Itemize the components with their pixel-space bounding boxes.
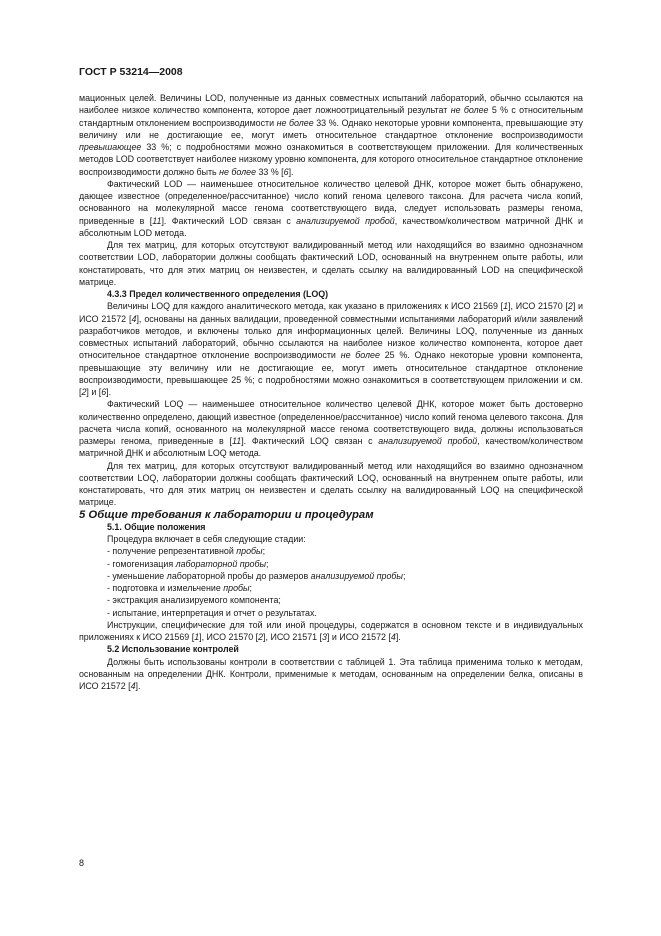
list-item: - испытание, интерпретация и отчет о результатах. <box>107 607 317 618</box>
list-item: - подготовка и измельчение пробы; <box>107 583 252 593</box>
paragraph-lod-matrices: Для тех матриц, для которых отсутствуют валидированный метод или находящийся во взаимно однозначном соответствии LOD, лаборатории должны сообщать фактический LOD, основанный на внутреннем опыте работы, или констатировать, что для этих матриц он неизвестен, и сделать ссылку на валидированный LOD на специфической матрице. <box>79 240 583 287</box>
paragraph-actual-lod: Фактический LOD — наименьшее относительное количество целевой ДНК, которое может быть обнаружено, дающее известное (определенное/рассчитанное) число копий генома целевого таксона. Для расчета числа копий, основанного на молекулярной массе генома соответствующего вида, следует использовать размеры генома, приведенные в [11]. Фактический LOD связан с анализируемой пробой, качеством/количеством матричной ДНК и абсолютным LOD метода. <box>79 178 583 238</box>
section-heading-5-1: 5.1. Общие положения <box>107 521 206 532</box>
paragraph-lod-continued: мационных целей. Величины LOD, полученные из данных совместных испытаний лабораторий, обычно ссылаются на наиболее низкое количество компонента, которое дает ложноотрицательный результат не более 5 % с относительным стандартным отклонением воспроизводимости не более 33 %. Однако некоторые уровни компонента, превышающие эту величину или не достигающие ее, могут иметь относительное стандартное отклонение воспроизводимости превышающее 33 %; с подробностями можно ознакомиться в соответствующем приложении. Для количественных методов LOD соответствует наиболее низкому уровню компонента, для которого относительное стандартное отклонение воспроизводимости должно быть не более 33 % [6]. <box>79 93 583 177</box>
body-content <box>79 92 583 692</box>
section-heading-5: 5 Общие требования к лаборатории и процедурам <box>79 508 374 521</box>
paragraph-procedure-intro: Процедура включает в себя следующие стадии: <box>107 534 306 544</box>
list-item: - экстракция анализируемого компонента; <box>107 595 281 606</box>
paragraph-loq-matrices: Для тех матриц, для которых отсутствуют валидированный метод или находящийся во взаимно однозначном соответствии LOQ, лаборатории должны сообщать фактический LOQ, основанный на внутреннем опыте работы, или констатировать, что для этих матриц он неизвестен и сделать ссылку на валидированный LOQ на специфической матрице. <box>79 460 583 508</box>
list-item: - гомогенизация лабораторной пробы; <box>107 558 269 569</box>
paragraph-instructions: Инструкции, специфические для той или иной процедуры, содержатся в основном тексте и в индивидуальных приложениях к ИСО 21569 [1], ИСО 21570 [2], ИСО 21571 [3] и ИСО 21572 [4]. <box>79 619 583 642</box>
section-heading-4-3-3: 4.3.3 Предел количественного определения (LOQ) <box>107 289 329 299</box>
paragraph-actual-loq: Фактический LOQ — наименьшее относительное количество целевой ДНК, которое может быть достоверно количественно определено, дающий известное (определенное/рассчитанное) число копий генома целевого таксона. Для расчета числа копий, основанного на молекулярной массе генома соответствующего вида, должны использоваться размеры генома, приведенные в [11]. Фактический LOQ связан с анализируемой пробой, качеством/количеством матричной ДНК и абсолютным LOQ метода. <box>79 399 583 459</box>
paragraph-loq-values: Величины LOQ для каждого аналитического метода, как указано в приложениях к ИСО 21569 [1], ИСО 21570 [2] и ИСО 21572 [4], основаны на данных валидации, проведенной совместными испытаниями лабораторий и/или заявлений разработчиков методов, и включены только для информационных целей. Величины LOQ, полученные из данных совместных испытаний лабораторий, обычно ссылаются на наиболее низкое количество компонента, которое дает относительное стандартное отклонение воспроизводимости не более 25 %. Однако некоторые уровни компонента, превышающие эту величину или не достигающие ее, могут иметь относительное стандартное отклонение воспроизводимости, превышающее 25 %; с подробностями можно ознакомиться в соответствующем приложении и см. [2] и [6]. <box>79 301 584 397</box>
document-header: ГОСТ Р 53214—2008 <box>79 66 183 78</box>
procedure-steps-list <box>79 545 583 619</box>
section-heading-5-2: 5.2 Использование контролей <box>107 644 239 655</box>
list-item: - уменьшение лабораторной пробы до размеров анализируемой пробы; <box>107 570 406 581</box>
list-item: - получение репрезентативной пробы; <box>107 546 266 557</box>
paragraph-controls: Должны быть использованы контроли в соответствии с таблицей 1. Эта таблица применима только к методам, основанным на определении ДНК. Контроли, применимые к методам, основанным на определении белка, описаны в ИСО 21572 [4]. <box>79 656 583 691</box>
page-number: 8 <box>79 858 85 868</box>
